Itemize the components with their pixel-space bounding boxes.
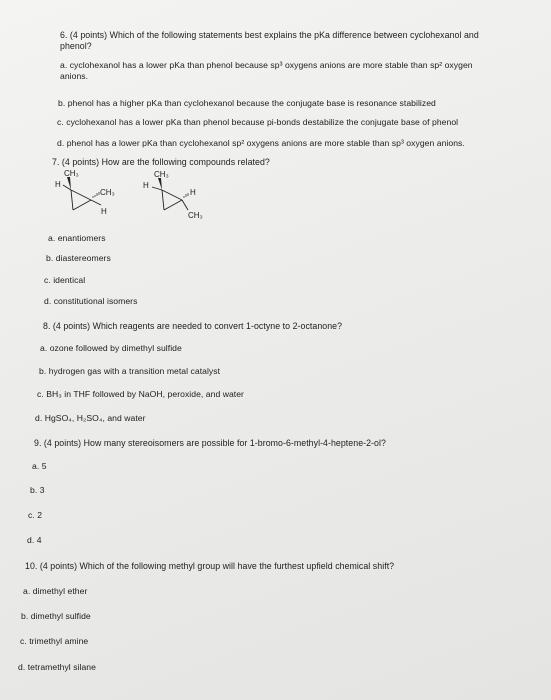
question-7-stem: 7. (4 points) How are the following compounds related? — [52, 157, 270, 167]
molecule-left-label-ch3-top: CH₃ — [64, 169, 79, 178]
question-8-option-b: b. hydrogen gas with a transition metal catalyst — [39, 366, 221, 376]
question-8-stem: 8. (4 points) Which reagents are needed to convert 1-octyne to 2-octanone? — [43, 321, 343, 331]
question-10-option-b: b. dimethyl sulfide — [21, 611, 91, 621]
molecule-right-label-h-right: H — [190, 188, 196, 197]
question-9-option-d: d. 4 — [27, 535, 42, 545]
question-7-option-b: b. diastereomers — [46, 253, 111, 263]
question-9-option-c: c. 2 — [28, 510, 43, 520]
question-9-option-b: b. 3 — [30, 485, 45, 495]
molecule-right-label-ch3-top: CH₃ — [154, 170, 169, 179]
question-7-option-a: a. enantiomers — [48, 233, 106, 243]
question-6-option-d: d. phenol has a lower pKa than cyclohexanol sp² oxygens anions are more stable than sp³ oxygen anions. — [57, 138, 465, 148]
question-6-option-c: c. cyclohexanol has a lower pKa than phenol because pi-bonds destabilize the conjugate base of phenol — [57, 117, 459, 127]
question-10-option-a: a. dimethyl ether — [23, 586, 88, 596]
question-9-stem: 9. (4 points) How many stereoisomers are possible for 1-bromo-6-methyl-4-heptene-2-ol? — [34, 438, 386, 448]
question-9-option-a: a. 5 — [32, 461, 47, 471]
question-6-option-b: b. phenol has a higher pKa than cyclohexanol because the conjugate base is resonance stabilized — [58, 98, 436, 108]
question-6-stem: 6. (4 points) Which of the following statements best explains the pKa difference between cyclohexanol and phenol? — [60, 30, 479, 51]
question-8-option-c: c. BH₃ in THF followed by NaOH, peroxide, and water — [37, 389, 244, 399]
molecule-right-label-h: H — [143, 181, 149, 190]
question-10-option-d: d. tetramethyl silane — [18, 662, 96, 672]
question-7-option-c: c. identical — [44, 275, 86, 285]
question-10-stem: 10. (4 points) Which of the following methyl group will have the furthest upfield chemical shift? — [25, 561, 395, 571]
question-7-option-d: d. constitutional isomers — [44, 296, 138, 306]
molecule-left-label-h-right: H — [101, 207, 107, 216]
question-10-option-c: c. trimethyl amine — [20, 636, 89, 646]
molecule-left-label-h: H — [55, 180, 61, 189]
question-8-option-a: a. ozone followed by dimethyl sulfide — [40, 343, 182, 353]
molecule-left-label-ch3-right: CH₃ — [100, 188, 115, 197]
question-8-option-d: d. HgSO₄, H₂SO₄, and water — [35, 413, 146, 423]
question-6-option-a: a. cyclohexanol has a lower pKa than phenol because sp³ oxygens anions are more stable than sp² oxygen anions. — [60, 60, 473, 81]
molecule-right-diagram — [140, 172, 220, 228]
molecule-left-diagram — [55, 170, 135, 226]
molecule-right-label-ch3-bottom: CH₃ — [188, 211, 203, 220]
